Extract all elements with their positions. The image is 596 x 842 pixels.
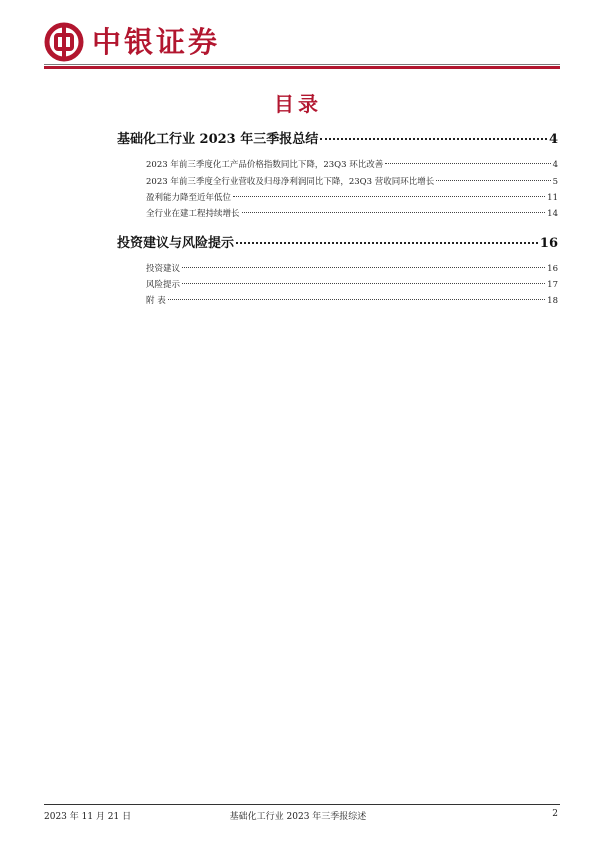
dot-leader (182, 283, 545, 284)
footer-page-number: 2 (552, 809, 558, 819)
toc-item-title: 风险提示 (146, 280, 181, 290)
toc-page-number: 11 (547, 193, 558, 203)
footer-report-title: 基础化工行业 2023 年三季报综述 (229, 812, 367, 822)
toc-item-entry[interactable] (146, 191, 558, 203)
toc-page-number: 4 (552, 160, 558, 170)
dot-leader (242, 212, 546, 213)
toc-item-title: 全行业在建工程持续增长 (146, 209, 240, 219)
toc-item-entry[interactable] (146, 158, 558, 170)
toc-item-title: 2023 年前三季度化工产品价格指数同比下降，23Q3 环比改善 (146, 160, 384, 170)
toc-section-entry[interactable] (117, 128, 558, 147)
footer-divider (44, 804, 560, 805)
toc-page-number: 18 (547, 296, 558, 306)
toc-item-title: 投资建议 (146, 264, 181, 274)
toc-section-title: 基础化工行业 2023 年三季报总结 (117, 132, 319, 147)
toc-title: 目录 (274, 92, 322, 116)
toc-page-number: 17 (547, 280, 558, 290)
dot-leader (233, 196, 545, 197)
toc-item-entry[interactable] (146, 278, 558, 290)
toc-page-number: 4 (548, 132, 558, 147)
toc-page-number: 16 (547, 264, 558, 274)
dot-leader (320, 138, 547, 140)
toc-item-entry[interactable] (146, 262, 558, 274)
toc-item-entry[interactable] (146, 207, 558, 219)
dot-leader (236, 242, 538, 244)
report-date: 2023 年 11 月 21 日 (44, 812, 132, 822)
toc-section-entry[interactable] (117, 232, 558, 251)
dot-leader (182, 267, 545, 268)
toc-page-number: 5 (552, 177, 558, 187)
toc-item-title: 2023 年前三季度全行业营收及归母净利润同比下降，23Q3 营收同环比增长 (146, 177, 435, 187)
dot-leader (436, 180, 550, 181)
brand-name: 中银证券 (92, 25, 221, 59)
toc-section-title: 投资建议与风险提示 (117, 236, 235, 251)
toc-item-entry[interactable] (146, 175, 558, 187)
toc-item-title: 附 表 (146, 296, 166, 306)
toc-item-title: 盈利能力降至近年低位 (146, 193, 232, 203)
toc-page-number: 16 (539, 236, 558, 251)
toc-item-entry[interactable] (146, 294, 558, 306)
dot-leader (385, 163, 550, 164)
toc-page-number: 14 (547, 209, 558, 219)
dot-leader (168, 299, 545, 300)
